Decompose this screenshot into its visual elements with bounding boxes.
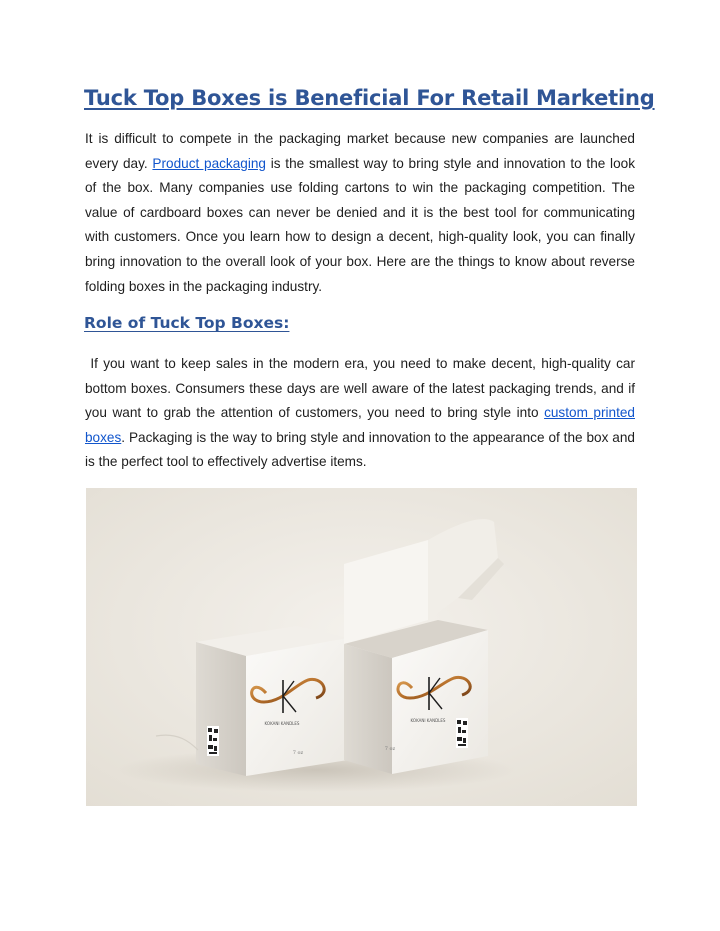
right-box xyxy=(344,519,504,774)
tuck-top-boxes-image xyxy=(86,488,637,806)
article-title: Tuck Top Boxes is Beneficial For Retail Marketing xyxy=(84,86,655,110)
custom-printed-boxes-link[interactable]: custom printed boxes xyxy=(85,405,635,445)
section-heading: Role of Tuck Top Boxes: xyxy=(84,314,290,332)
left-box-brand-text: KOKANI KANDLES xyxy=(264,721,300,726)
product-packaging-link[interactable]: Product packaging xyxy=(152,155,266,171)
section-paragraph xyxy=(85,352,635,475)
intro-paragraph xyxy=(85,127,635,299)
intro-text-before-link: It is difficult to compete in the packaging market because new companies are launched every day. xyxy=(85,131,635,171)
left-box xyxy=(196,626,348,776)
intro-text-after-link: is the smallest way to bring style and innovation to the look of the box. Many companies use folding cartons to win the packaging competition. The value of cardboard boxes can never be denied and it is the best tool for communicating with customers. Once you learn how to design a decent, high-quality look, you can finally bring innovation to the overall look of your box. Here are the things to know about reverse folding boxes in the packaging industry. xyxy=(85,155,635,294)
right-box-qr-code xyxy=(456,718,468,748)
section-text-after-link: . Packaging is the way to bring style and innovation to the appearance of the box and is the perfect tool to effectively advertise items. xyxy=(85,429,635,470)
product-photo xyxy=(86,488,637,806)
left-box-size-label: 7 oz xyxy=(292,750,304,756)
section-text-before-link: If you want to keep sales in the modern era, you need to make decent, high-quality car bottom boxes. Consumers these days are well aware of the latest packaging trends, and if you want to grab the attention of customers, you need to bring style into xyxy=(85,356,635,421)
right-box-brand-text: KOKANI KANDLES xyxy=(410,718,446,723)
left-box-qr-code xyxy=(207,726,219,756)
right-box-size-label: 7 oz xyxy=(384,746,396,752)
